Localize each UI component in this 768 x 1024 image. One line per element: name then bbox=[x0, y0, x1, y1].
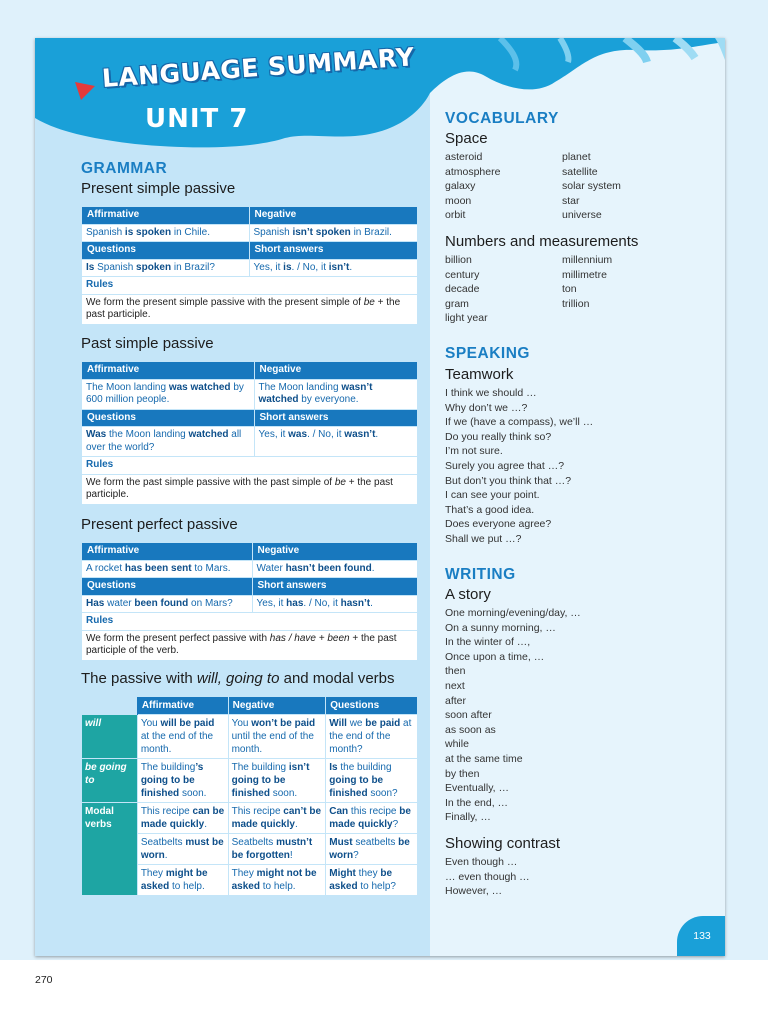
contrast-title: Showing contrast bbox=[445, 835, 561, 852]
space-title: Space bbox=[445, 130, 488, 147]
present-simple-table bbox=[81, 206, 418, 325]
list-item: then bbox=[445, 665, 466, 678]
list-item: Do you really think so? bbox=[445, 430, 552, 443]
affirmative-header: Affirmative bbox=[82, 207, 250, 225]
textbook-page bbox=[35, 38, 725, 956]
present-simple-title: Present simple passive bbox=[81, 180, 236, 197]
story-title: A story bbox=[445, 586, 491, 603]
short-answers-header: Short answers bbox=[252, 578, 418, 596]
space-list-col1 bbox=[445, 150, 500, 223]
list-item: That’s a good idea. bbox=[445, 503, 535, 516]
list-item: solar system bbox=[562, 180, 621, 193]
list-item: billion bbox=[445, 254, 472, 266]
list-item: Shall we put …? bbox=[445, 532, 522, 545]
list-item: I think we should … bbox=[445, 387, 537, 399]
negative-example: The Moon landing wasn’t watched by everyone. bbox=[254, 379, 418, 409]
speaking-heading: SPEAKING bbox=[445, 345, 530, 362]
list-item: In the winter of …, bbox=[445, 636, 531, 649]
modal-passive-title: The passive with will, going to and modal verbs bbox=[81, 670, 395, 687]
page-title: LANGUAGE SUMMARY bbox=[100, 42, 416, 93]
list-item: millimetre bbox=[562, 268, 607, 281]
affirmative-header: Affirmative bbox=[82, 362, 255, 380]
will-question: Will we be paid at the end of the month? bbox=[326, 715, 418, 759]
row-label-going-to: be going to bbox=[82, 759, 138, 803]
teamwork-title: Teamwork bbox=[445, 366, 514, 383]
list-item: light year bbox=[445, 312, 488, 325]
negative-header: Negative bbox=[254, 362, 418, 380]
list-item: One morning/evening/day, … bbox=[445, 607, 581, 619]
modal-passive-table bbox=[81, 696, 418, 896]
list-item: next bbox=[445, 679, 465, 692]
list-item: Finally, … bbox=[445, 811, 491, 824]
modal-affirmative: Seatbelts must be worn. bbox=[137, 834, 228, 865]
rules-label: Rules bbox=[82, 277, 418, 295]
unit-title: UNIT 7 bbox=[145, 104, 249, 134]
list-item: star bbox=[562, 194, 580, 207]
list-item: Once upon a time, … bbox=[445, 650, 545, 663]
list-item: Eventually, … bbox=[445, 782, 509, 795]
affirmative-example: The Moon landing was watched by 600 million people. bbox=[82, 379, 255, 409]
list-item: On a sunny morning, … bbox=[445, 621, 556, 634]
questions-header: Questions bbox=[82, 242, 250, 260]
rules-label: Rules bbox=[82, 613, 418, 631]
rules-label: Rules bbox=[82, 457, 418, 475]
list-item: Does everyone agree? bbox=[445, 518, 552, 531]
teamwork-list bbox=[445, 386, 593, 547]
story-list bbox=[445, 606, 581, 825]
list-item: However, … bbox=[445, 885, 503, 898]
list-item: But don’t you think that …? bbox=[445, 474, 572, 487]
list-item: trillion bbox=[562, 297, 590, 310]
short-answers-header: Short answers bbox=[249, 242, 417, 260]
present-perfect-table bbox=[81, 542, 418, 661]
modal-negative: This recipe can’t be made quickly. bbox=[228, 803, 326, 834]
list-item: I’m not sure. bbox=[445, 445, 503, 458]
list-item: by then bbox=[445, 767, 480, 780]
question-example: Is Spanish spoken in Brazil? bbox=[82, 259, 250, 277]
list-item: I can see your point. bbox=[445, 489, 540, 502]
past-simple-title: Past simple passive bbox=[81, 335, 214, 352]
list-item: satellite bbox=[562, 165, 598, 178]
list-item: millennium bbox=[562, 254, 613, 266]
modal-affirmative: This recipe can be made quickly. bbox=[137, 803, 228, 834]
vocabulary-heading: VOCABULARY bbox=[445, 110, 559, 127]
list-item: … even though … bbox=[445, 870, 530, 883]
page-number: 270 bbox=[35, 974, 53, 986]
list-item: asteroid bbox=[445, 151, 483, 163]
row-label-modal-verbs: Modal verbs bbox=[82, 803, 138, 896]
affirmative-example: Spanish is spoken in Chile. bbox=[82, 224, 250, 242]
modal-question: Must seatbelts be worn? bbox=[326, 834, 418, 865]
affirmative-header: Affirmative bbox=[137, 697, 228, 715]
list-item: gram bbox=[445, 297, 469, 310]
list-item: If we (have a compass), we’ll … bbox=[445, 416, 594, 429]
numbers-list-col1 bbox=[445, 253, 488, 326]
short-answers-header: Short answers bbox=[254, 409, 418, 427]
negative-example: Spanish isn’t spoken in Brazil. bbox=[249, 224, 417, 242]
short-answer-example: Yes, it is. / No, it isn’t. bbox=[249, 259, 417, 277]
negative-header: Negative bbox=[249, 207, 417, 225]
present-perfect-title: Present perfect passive bbox=[81, 516, 238, 533]
writing-heading: WRITING bbox=[445, 566, 516, 583]
questions-header: Questions bbox=[82, 409, 255, 427]
negative-example: Water hasn’t been found. bbox=[252, 560, 418, 578]
list-item: soon after bbox=[445, 709, 492, 722]
modal-question: Might they be asked to help? bbox=[326, 865, 418, 896]
list-item: atmosphere bbox=[445, 165, 501, 178]
list-item: orbit bbox=[445, 209, 466, 222]
row-label-will: will bbox=[82, 715, 138, 759]
corner-cell bbox=[82, 697, 138, 715]
affirmative-header: Affirmative bbox=[82, 543, 253, 561]
list-item: Surely you agree that …? bbox=[445, 459, 565, 472]
list-item: galaxy bbox=[445, 180, 476, 193]
short-answer-example: Yes, it has. / No, it hasn’t. bbox=[252, 595, 418, 613]
questions-header: Questions bbox=[326, 697, 418, 715]
going-to-question: Is the building going to be finished soon? bbox=[326, 759, 418, 803]
list-item: universe bbox=[562, 209, 602, 222]
list-item: while bbox=[445, 738, 469, 751]
space-list-col2 bbox=[562, 150, 621, 223]
modal-negative: Seatbelts mustn’t be forgotten! bbox=[228, 834, 326, 865]
triangle-icon bbox=[73, 78, 97, 102]
page-number-badge: 133 bbox=[677, 916, 725, 956]
list-item: century bbox=[445, 268, 480, 281]
list-item: Why don’t we …? bbox=[445, 401, 528, 414]
going-to-affirmative: The building’s going to be finished soon. bbox=[137, 759, 228, 803]
modal-question: Can this recipe be made quickly? bbox=[326, 803, 418, 834]
questions-header: Questions bbox=[82, 578, 253, 596]
rules-text: We form the past simple passive with the past simple of be + the past participle. bbox=[82, 474, 418, 504]
rules-text: We form the present simple passive with the present simple of be + the past participle. bbox=[82, 294, 418, 324]
numbers-title: Numbers and measurements bbox=[445, 233, 639, 250]
rules-text: We form the present perfect passive with has / have + been + the past participle of the verb. bbox=[82, 630, 418, 660]
list-item: In the end, … bbox=[445, 796, 509, 809]
list-item: ton bbox=[562, 283, 577, 296]
list-item: moon bbox=[445, 194, 472, 207]
list-item: decade bbox=[445, 283, 480, 296]
affirmative-example: A rocket has been sent to Mars. bbox=[82, 560, 253, 578]
list-item: as soon as bbox=[445, 723, 496, 736]
list-item: Even though … bbox=[445, 856, 518, 868]
numbers-list-col2 bbox=[562, 253, 612, 311]
past-simple-table bbox=[81, 361, 418, 505]
list-item: after bbox=[445, 694, 467, 707]
modal-affirmative: They might be asked to help. bbox=[137, 865, 228, 896]
will-negative: You won’t be paid until the end of the month. bbox=[228, 715, 326, 759]
question-example: Has water been found on Mars? bbox=[82, 595, 253, 613]
question-example: Was the Moon landing watched all over the world? bbox=[82, 427, 255, 457]
negative-header: Negative bbox=[252, 543, 418, 561]
list-item: at the same time bbox=[445, 752, 523, 765]
contrast-list bbox=[445, 855, 530, 899]
modal-negative: They might not be asked to help. bbox=[228, 865, 326, 896]
going-to-negative: The building isn’t going to be finished soon. bbox=[228, 759, 326, 803]
will-affirmative: You will be paid at the end of the month. bbox=[137, 715, 228, 759]
grammar-heading: GRAMMAR bbox=[81, 160, 168, 177]
list-item: planet bbox=[562, 151, 591, 163]
negative-header: Negative bbox=[228, 697, 326, 715]
short-answer-example: Yes, it was. / No, it wasn’t. bbox=[254, 427, 418, 457]
